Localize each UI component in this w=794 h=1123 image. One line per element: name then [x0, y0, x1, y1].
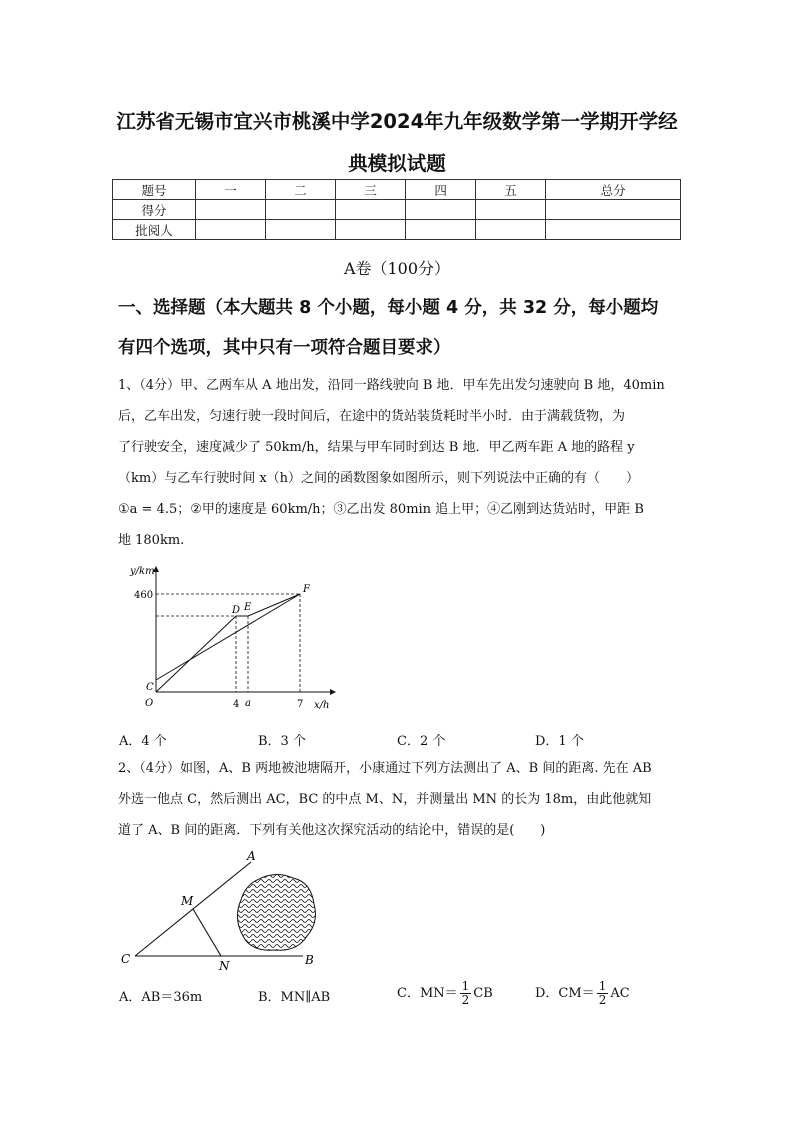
- q2-option-d-prefix: D．CM＝: [535, 986, 595, 1001]
- score-table: [112, 179, 681, 240]
- score-input-cell[interactable]: [546, 220, 681, 240]
- point-M-label: M: [181, 894, 194, 908]
- score-input-cell[interactable]: [336, 220, 406, 240]
- section-heading: [118, 288, 688, 368]
- x-tick-4: 4: [233, 699, 240, 710]
- table-row: [113, 220, 681, 240]
- score-input-cell[interactable]: [476, 220, 546, 240]
- q1-function-graph: [118, 560, 338, 720]
- score-input-cell[interactable]: [266, 220, 336, 240]
- score-input-cell[interactable]: [476, 200, 546, 220]
- question-1-text: [118, 370, 665, 556]
- point-A-label: A: [247, 849, 256, 863]
- fraction-denominator: 2: [461, 993, 470, 1007]
- segment-MN: [193, 909, 221, 956]
- question-line: （km）与乙车行驶时间 x（h）之间的函数图象如图所示，则下列说法中正确的有（ ）: [118, 471, 640, 486]
- y-tick-460: 460: [134, 590, 154, 601]
- point-F-label: F: [303, 584, 310, 595]
- score-input-cell[interactable]: [266, 200, 336, 220]
- score-input-cell[interactable]: [196, 220, 266, 240]
- question-line: 2、（4分）如图，A、B 两地被池塘隔开，小康通过下列方法测出了 A、B 间的距离. 先在 AB: [118, 761, 652, 776]
- score-input-cell[interactable]: [196, 200, 266, 220]
- table-cell: 五: [476, 180, 546, 200]
- x-axis-label: x/h: [314, 700, 330, 711]
- table-cell: 一: [196, 180, 266, 200]
- point-B-label: B: [305, 953, 314, 967]
- paper-a-heading: A卷（100分）: [343, 259, 451, 278]
- table-row: [113, 200, 681, 220]
- point-E-label: E: [244, 602, 252, 613]
- question-line: ①a = 4.5；②甲的速度是 60km/h；③乙出发 80min 追上甲；④乙刚到达货站时，甲距 B: [118, 502, 644, 517]
- section-heading-line1: 一、选择题（本大题共 8 个小题，每小题 4 分，共 32 分，每小题均: [118, 298, 659, 318]
- score-input-cell[interactable]: [336, 200, 406, 220]
- car-jia-line: [156, 594, 300, 680]
- fraction-numerator: 1: [598, 979, 607, 993]
- x-tick-a: a: [245, 698, 251, 709]
- score-input-cell[interactable]: [406, 200, 476, 220]
- x-tick-7: 7: [297, 699, 304, 710]
- point-C-label: C: [146, 682, 154, 693]
- question-line: 道了 A、B 间的距离．下列有关他这次探究活动的结论中，错误的是( ): [118, 823, 546, 838]
- score-input-cell[interactable]: [546, 200, 681, 220]
- table-cell: 二: [266, 180, 336, 200]
- q2-option-a[interactable]: A．AB＝36m: [119, 990, 203, 1005]
- q2-option-b[interactable]: B．MN∥AB: [258, 990, 331, 1005]
- q1-option-d[interactable]: D．1 个: [535, 734, 584, 749]
- q2-option-c[interactable]: [397, 980, 493, 1007]
- table-cell: 四: [406, 180, 476, 200]
- fraction-one-half: [460, 980, 472, 1007]
- question-line: 1、（4分）甲、乙两车从 A 地出发，沿同一路线驶向 B 地．甲车先出发匀速驶向 B 地，40min: [118, 378, 665, 393]
- q2-option-c-prefix: C．MN＝: [397, 986, 458, 1001]
- fraction-denominator: 2: [598, 993, 607, 1007]
- q1-options: [0, 730, 794, 750]
- q1-option-c[interactable]: C．2 个: [397, 734, 446, 749]
- car-yi-line: [156, 594, 300, 692]
- score-input-cell[interactable]: [406, 220, 476, 240]
- fraction-numerator: 1: [461, 979, 470, 993]
- q2-option-d-suffix: AC: [610, 986, 630, 1001]
- x-axis-arrow-icon: [330, 689, 336, 695]
- q2-option-d[interactable]: [535, 980, 630, 1007]
- score-table-header-row: [113, 180, 681, 200]
- point-N-label: N: [219, 959, 230, 973]
- page-title-line2: 典模拟试题: [348, 152, 446, 175]
- q2-option-c-suffix: CB: [473, 986, 493, 1001]
- table-cell: 题号: [113, 180, 196, 200]
- question-2-text: [118, 753, 652, 846]
- point-D-label: D: [232, 605, 241, 616]
- point-O-label: O: [145, 698, 154, 709]
- pond-shape: [237, 874, 315, 950]
- table-cell: 批阅人: [113, 220, 196, 240]
- q2-options: [0, 980, 794, 1016]
- table-cell: 三: [336, 180, 406, 200]
- y-axis-label: y/km: [130, 566, 155, 577]
- q1-option-b[interactable]: B．3 个: [258, 734, 306, 749]
- question-line: 后，乙车出发，匀速行驶一段时间后，在途中的货站装货耗时半小时．由于满载货物，为: [118, 409, 626, 424]
- q1-option-a[interactable]: A．4 个: [119, 734, 167, 749]
- question-line: 外选一他点 C，然后测出 AC，BC 的中点 M、N，并测量出 MN 的长为 18m，由此他就知: [118, 792, 652, 807]
- table-cell: 得分: [113, 200, 196, 220]
- section-heading-line2: 有四个选项，其中只有一项符合题目要求）: [118, 338, 451, 358]
- point-C-label: C: [121, 952, 131, 966]
- table-cell: 总分: [546, 180, 681, 200]
- question-line: 地 180km.: [118, 533, 185, 548]
- q2-pond-figure: [115, 848, 330, 976]
- page-title-line1: 江苏省无锡市宜兴市桃溪中学2024年九年级数学第一学期开学经: [116, 110, 678, 133]
- fraction-one-half: [597, 980, 609, 1007]
- question-line: 了行驶安全，速度减少了 50km/h，结果与甲车同时到达 B 地．甲乙两车距 A 地的路程 y: [118, 440, 635, 455]
